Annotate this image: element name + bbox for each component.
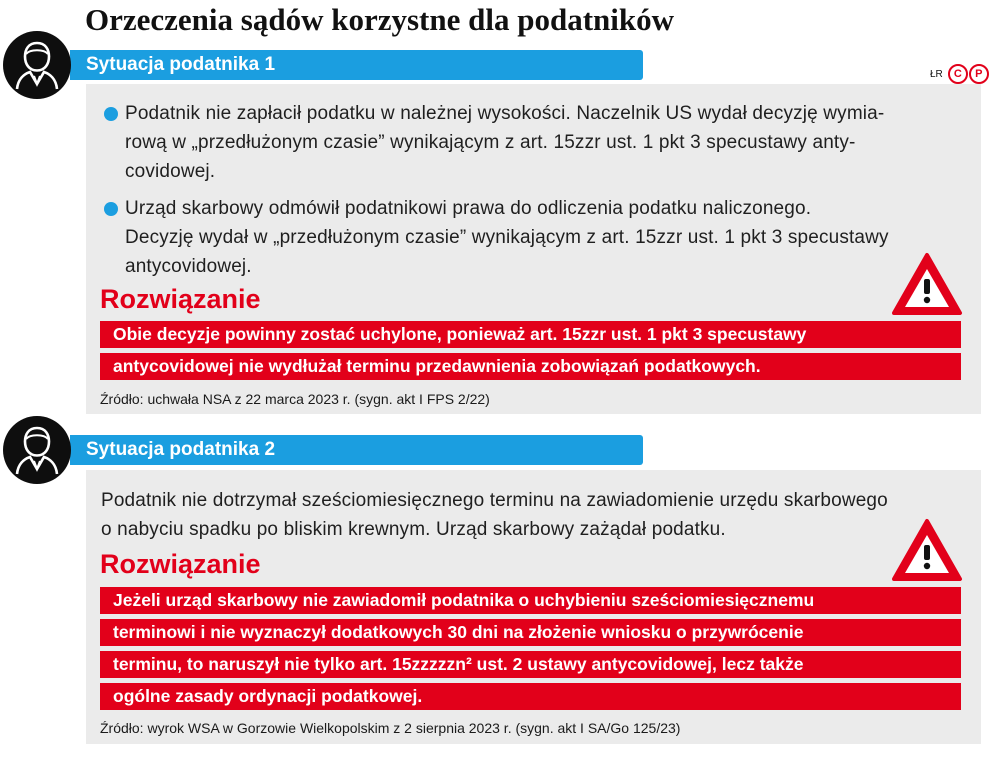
brand-c-icon: C — [948, 64, 968, 84]
solution-heading: Rozwiązanie — [100, 549, 261, 579]
solution-line: ogólne zasady ordynacji podatkowej. — [100, 683, 961, 710]
solution-line: Obie decyzje powinny zostać uchylone, ponieważ art. 15zzr ust. 1 pkt 3 specustawy — [100, 321, 961, 348]
situation-2-header-label: Sytuacja podatnika 2 — [86, 439, 276, 460]
bullet-dot — [104, 202, 118, 216]
warning-triangle-icon — [891, 518, 963, 582]
author-initials: ŁR — [930, 68, 943, 80]
brand-logo — [930, 64, 989, 84]
person-avatar-icon — [3, 416, 71, 484]
solution-line: antycovidowej nie wydłużał terminu przedawnienia zobowiązań podatkowych. — [100, 353, 961, 380]
situation-1-header — [70, 50, 643, 80]
person-avatar-icon — [3, 31, 71, 99]
solution-line: terminowi i nie wyznaczył dodatkowych 30 dni na złożenie wniosku o przywrócenie — [100, 619, 961, 646]
warning-triangle-icon — [891, 252, 963, 316]
situation-1-bullet-2: Urząd skarbowy odmówił podatnikowi prawa do odliczenia podatku naliczonego. Decyzję wydał w „przedłużonym czasie” wynikającym z art. 15zzr ust. 1 pkt 3 specustawy antycovidowej. — [125, 198, 889, 277]
brand-p-icon: P — [969, 64, 989, 84]
situation-1-header-label: Sytuacja podatnika 1 — [86, 54, 276, 75]
source-note: Źródło: uchwała NSA z 22 marca 2023 r. (sygn. akt I FPS 2/22) — [100, 391, 490, 407]
situation-2-body: Podatnik nie dotrzymał sześciomiesięcznego terminu na zawiadomienie urzędu skarbowego o nabyciu spadku po bliskim krewnym. Urząd skarbowy zażądał podatku. — [101, 490, 888, 540]
bullet-dot — [104, 107, 118, 121]
source-note: Źródło: wyrok WSA w Gorzowie Wielkopolskim z 2 sierpnia 2023 r. (sygn. akt I SA/Go 125/23) — [100, 720, 681, 736]
solution-line: terminu, to naruszył nie tylko art. 15zzzzzn² ust. 2 ustawy antycovidowej, lecz także — [100, 651, 961, 678]
solution-heading: Rozwiązanie — [100, 284, 261, 314]
situation-2-header — [70, 435, 643, 465]
solution-line: Jeżeli urząd skarbowy nie zawiadomił podatnika o uchybieniu sześciomiesięcznemu — [100, 587, 961, 614]
situation-1-bullet-1: Podatnik nie zapłacił podatku w należnej wysokości. Naczelnik US wydał decyzję wymia- rową w „przedłużonym czasie” wynikającym z art. 15zzr ust. 1 pkt 3 specustawy anty- covidowej. — [125, 103, 885, 182]
page-title: Orzeczenia sądów korzystne dla podatników — [85, 2, 674, 37]
